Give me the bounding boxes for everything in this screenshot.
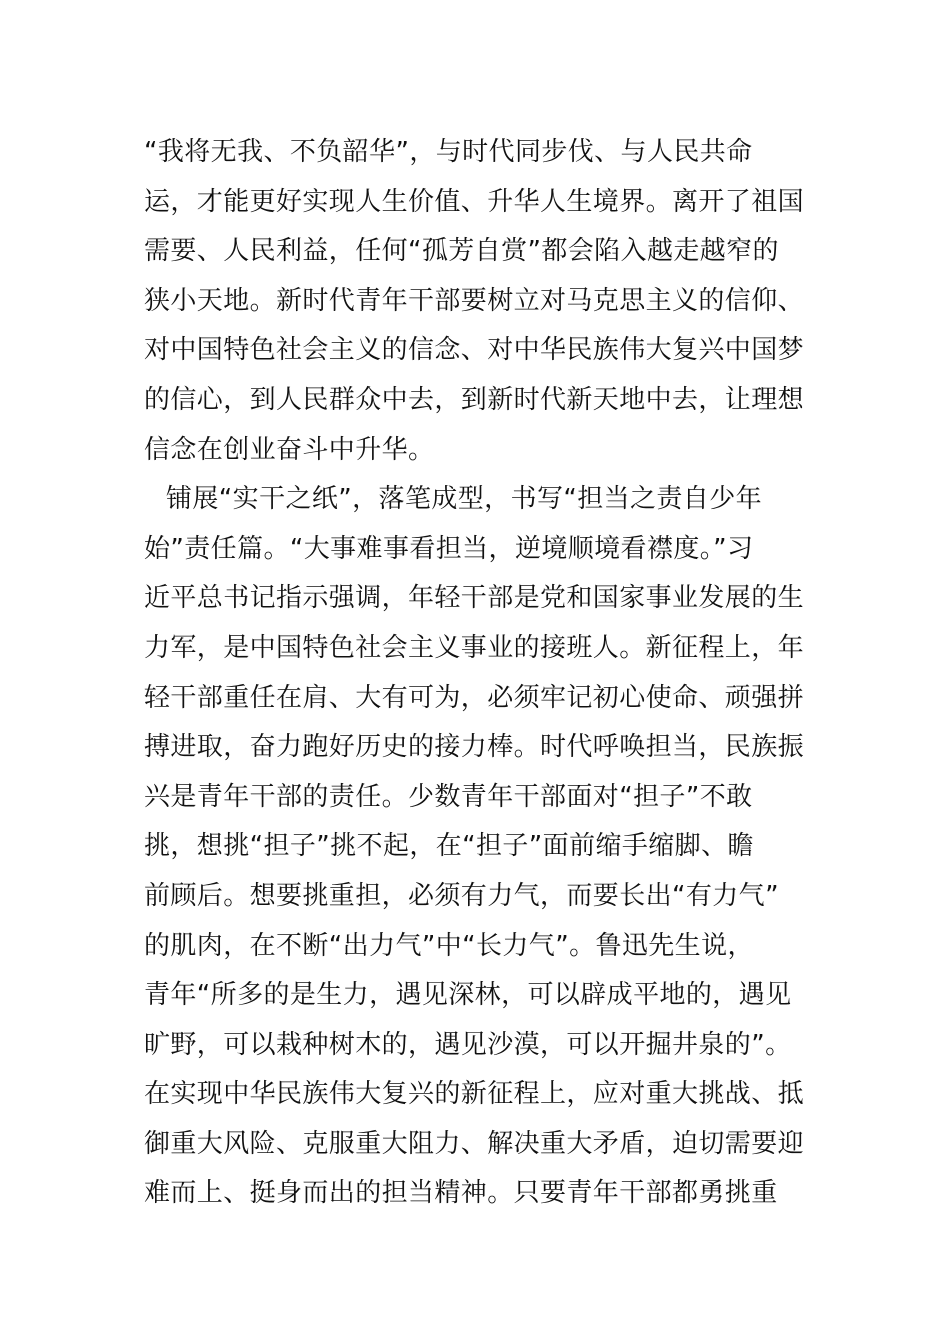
text-line: 始”责任篇。“大事难事看担当，逆境顺境看襟度。”习 bbox=[144, 533, 754, 564]
text-line: 近平总书记指示强调，年轻干部是党和国家事业发展的生 bbox=[144, 583, 805, 614]
text-line: 御重大风险、克服重大阻力、解决重大矛盾，迫切需要迎 bbox=[144, 1128, 805, 1159]
paragraph-2 bbox=[144, 475, 816, 1219]
text-line: 兴是青年干部的责任。少数青年干部面对“担子”不敢 bbox=[144, 781, 753, 812]
document-body bbox=[144, 128, 816, 1219]
text-line: 需要、人民利益，任何“孤芳自赏”都会陷入越走越窄的 bbox=[144, 236, 779, 267]
paragraph-1 bbox=[144, 128, 816, 475]
text-line: “我将无我、不负韶华”，与时代同步伐、与人民共命 bbox=[144, 137, 753, 167]
text-line: 对中国特色社会主义的信念、对中华民族伟大复兴中国梦 bbox=[144, 335, 805, 366]
text-line: 的肌肉，在不断“出力气”中“长力气”。鲁迅先生说， bbox=[144, 930, 754, 961]
text-line: 狭小天地。新时代青年干部要树立对马克思主义的信仰、 bbox=[144, 285, 805, 316]
text-line: 信念在创业奋斗中升华。 bbox=[144, 434, 435, 465]
text-line: 前顾后。想要挑重担，必须有力气，而要长出“有力气” bbox=[144, 880, 779, 911]
text-line: 难而上、挺身而出的担当精神。只要青年干部都勇挑重 bbox=[144, 1178, 778, 1209]
text-line: 青年“所多的是生力，遇见深林，可以辟成平地的，遇见 bbox=[144, 980, 792, 1011]
text-line: 运，才能更好实现人生价值、升华人生境界。离开了祖国 bbox=[144, 186, 805, 217]
text-line: 在实现中华民族伟大复兴的新征程上，应对重大挑战、抵 bbox=[144, 1079, 805, 1110]
text-line: 力军，是中国特色社会主义事业的接班人。新征程上，年 bbox=[144, 632, 805, 663]
text-line: 的信心，到人民群众中去，到新时代新天地中去，让理想 bbox=[144, 384, 805, 415]
text-line: 搏进取，奋力跑好历史的接力棒。时代呼唤担当，民族振 bbox=[144, 732, 805, 763]
text-line: 铺展“实干之纸”，落笔成型，书写“担当之责自少年 bbox=[166, 484, 763, 515]
text-line: 旷野，可以栽种树木的，遇见沙漠，可以开掘井泉的”。 bbox=[144, 1029, 792, 1060]
text-line: 挑，想挑“担子”挑不起，在“担子”面前缩手缩脚、瞻 bbox=[144, 831, 754, 862]
text-line: 轻干部重任在肩、大有可为，必须牢记初心使命、顽强拼 bbox=[144, 682, 805, 713]
